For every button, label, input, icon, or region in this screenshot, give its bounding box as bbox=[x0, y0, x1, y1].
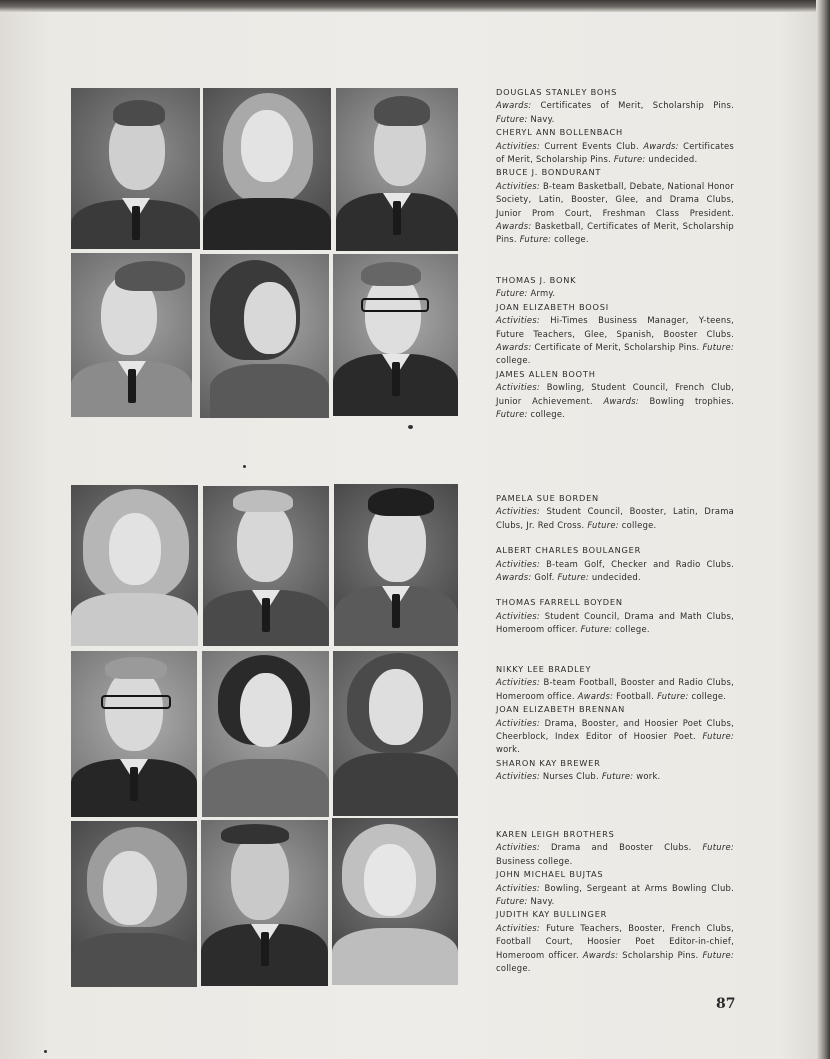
page-top-edge bbox=[0, 0, 830, 12]
details-label: Future: bbox=[613, 154, 646, 165]
student-details bbox=[496, 922, 734, 976]
student-name: THOMAS J. BONK bbox=[496, 275, 577, 285]
details-text: college. bbox=[615, 624, 650, 635]
portrait-photo-brennan bbox=[202, 651, 329, 817]
details-text: Army. bbox=[530, 288, 556, 299]
details-text: work. bbox=[636, 771, 661, 782]
details-text: Certificates of Merit, Scholarship Pins. bbox=[496, 140, 734, 165]
bio-column-block-2b bbox=[496, 663, 734, 784]
details-text: Certificate of Merit, Scholarship Pins. bbox=[534, 342, 700, 353]
details-text: college. bbox=[496, 355, 531, 366]
portrait-photo-bradley bbox=[71, 651, 197, 817]
details-label: Activities: bbox=[496, 677, 540, 688]
student-details bbox=[496, 381, 734, 421]
student-name: JOAN ELIZABETH BOOSI bbox=[496, 301, 609, 312]
details-text: Future Teachers, Booster, French Clubs, Football Court, Hoosier Poet Editor-in-chief, Homeroom officer. bbox=[496, 922, 735, 960]
student-details bbox=[496, 882, 734, 909]
student-name: JOHN MICHAEL BUJTAS bbox=[496, 869, 604, 880]
bio-entry bbox=[496, 868, 734, 908]
portrait-photo-booth bbox=[333, 254, 458, 416]
bio-column-block-2c bbox=[496, 828, 734, 975]
details-text: work. bbox=[496, 744, 521, 755]
details-text: Drama and Booster Clubs. bbox=[550, 842, 692, 853]
student-details bbox=[496, 99, 734, 126]
details-label: Awards: bbox=[496, 572, 532, 583]
student-details bbox=[496, 610, 734, 637]
student-name: JUDITH KAY BULLINGER bbox=[496, 909, 608, 920]
details-label: Activities: bbox=[496, 558, 540, 569]
details-label: Future: bbox=[496, 113, 528, 124]
details-label: Activities: bbox=[496, 382, 540, 393]
details-text: college. bbox=[554, 234, 589, 245]
details-label: Awards: bbox=[496, 342, 532, 353]
details-label: Future: bbox=[496, 896, 528, 907]
bio-entry bbox=[496, 492, 734, 532]
details-text: Scholarship Pins. bbox=[622, 949, 699, 960]
student-name: JOAN ELIZABETH BRENNAN bbox=[496, 704, 626, 715]
details-text: Basketball, Certificates of Merit, Scholarship Pins. bbox=[496, 221, 734, 245]
details-label: Future: bbox=[580, 624, 613, 635]
student-name: THOMAS FARRELL BOYDEN bbox=[496, 597, 623, 608]
bio-column-block-1b bbox=[496, 274, 734, 421]
details-text: B-team Football, Booster and Radio Clubs, Homeroom office. bbox=[496, 677, 734, 701]
bio-entry bbox=[496, 301, 734, 368]
details-label: Future: bbox=[657, 690, 689, 701]
student-details bbox=[496, 505, 734, 532]
student-details bbox=[496, 558, 734, 585]
student-details bbox=[496, 140, 734, 167]
details-text: B-team Basketball, Debate, National Honor Society, Latin, Booster, Glee, and Drama Clubs, Junior Prom Court, Freshman Class President. bbox=[496, 180, 734, 218]
portrait-photo-bonk bbox=[71, 253, 192, 417]
bio-entry bbox=[496, 703, 734, 757]
details-label: Future: bbox=[587, 519, 619, 530]
details-text: Certificates of Merit, Scholarship Pins. bbox=[540, 100, 734, 111]
details-label: Awards: bbox=[582, 949, 619, 960]
details-text: Nurses Club. bbox=[542, 771, 599, 782]
details-label: Activities: bbox=[496, 842, 540, 853]
portrait-photo-boyden bbox=[334, 484, 458, 646]
details-label: Activities: bbox=[496, 882, 540, 893]
student-details bbox=[496, 287, 734, 300]
student-name: JAMES ALLEN BOOTH bbox=[496, 368, 596, 379]
details-text: Navy. bbox=[530, 113, 555, 124]
bio-entry bbox=[496, 368, 734, 422]
bio-entry bbox=[496, 86, 734, 126]
details-label: Activities: bbox=[496, 717, 540, 728]
print-speck bbox=[408, 425, 413, 429]
bio-entry bbox=[496, 166, 734, 246]
details-label: Activities: bbox=[496, 180, 540, 191]
student-name: ALBERT CHARLES BOULANGER bbox=[496, 545, 642, 556]
bio-entry bbox=[496, 757, 734, 784]
details-text: B-team Golf, Checker and Radio Clubs. bbox=[546, 558, 734, 569]
details-label: Future: bbox=[496, 288, 528, 299]
print-speck bbox=[44, 1050, 47, 1053]
print-speck bbox=[243, 465, 246, 468]
details-text: undecided. bbox=[648, 154, 698, 165]
details-label: Awards: bbox=[577, 690, 614, 701]
details-label: Awards: bbox=[643, 140, 679, 151]
student-details bbox=[496, 717, 734, 757]
student-details bbox=[496, 841, 734, 868]
bio-entry bbox=[496, 544, 734, 584]
details-text: Drama, Booster, and Hoosier Poet Clubs, Cheerblock, Index Editor of Hoosier Poet. bbox=[496, 717, 734, 742]
details-label: Activities: bbox=[496, 771, 540, 782]
details-text: Current Events Club. bbox=[544, 140, 639, 151]
details-label: Activities: bbox=[496, 610, 540, 621]
student-details bbox=[496, 676, 734, 703]
student-name: DOUGLAS STANLEY BOHS bbox=[496, 87, 618, 97]
details-label: Future: bbox=[702, 842, 734, 853]
details-label: Activities: bbox=[496, 922, 540, 933]
details-label: Activities: bbox=[496, 315, 540, 326]
details-text: college. bbox=[691, 690, 727, 701]
details-label: Awards: bbox=[496, 221, 532, 232]
portrait-photo-bullinger bbox=[332, 818, 458, 985]
details-label: Activities: bbox=[496, 506, 540, 517]
details-text: college. bbox=[530, 409, 566, 420]
details-text: Football. bbox=[616, 690, 655, 701]
student-name: BRUCE J. BONDURANT bbox=[496, 167, 602, 178]
student-details bbox=[496, 314, 734, 368]
details-text: undecided. bbox=[591, 572, 641, 583]
details-text: Business college. bbox=[496, 855, 573, 866]
page-binding-edge bbox=[816, 0, 830, 1059]
bio-entry bbox=[496, 908, 734, 975]
portrait-photo-bondurant bbox=[336, 88, 458, 251]
bio-entry bbox=[496, 126, 734, 166]
details-label: Future: bbox=[702, 342, 734, 353]
student-name: NIKKY LEE BRADLEY bbox=[496, 664, 592, 674]
details-text: Bowling, Sergeant at Arms Bowling Club. bbox=[544, 882, 734, 893]
portrait-photo-brewer bbox=[333, 651, 458, 816]
details-label: Future: bbox=[702, 731, 734, 742]
page-number: 87 bbox=[716, 996, 736, 1012]
details-text: Golf. bbox=[534, 572, 555, 583]
details-text: Hi-Times Business Manager, Y-teens, Future Teachers, Glee, Spanish, Booster Clubs. bbox=[496, 315, 734, 339]
details-text: Student Council, Drama and Math Clubs, Homeroom officer. bbox=[496, 610, 734, 635]
details-label: Future: bbox=[557, 572, 589, 583]
portrait-photo-bollenbach bbox=[203, 88, 331, 250]
details-label: Future: bbox=[519, 234, 552, 245]
student-details bbox=[496, 770, 734, 783]
details-text: Student Council, Booster, Latin, Drama Clubs, Jr. Red Cross. bbox=[496, 506, 734, 530]
details-label: Awards: bbox=[496, 100, 532, 111]
student-details bbox=[496, 180, 734, 247]
portrait-photo-bujtas bbox=[201, 820, 328, 986]
portrait-photo-bohs bbox=[71, 88, 200, 249]
details-text: Bowling trophies. bbox=[649, 395, 734, 406]
portrait-photo-brothers bbox=[71, 821, 197, 987]
details-text: Bowling, Student Council, French Club, Junior Achievement. bbox=[496, 382, 734, 406]
bio-column-block-2 bbox=[496, 492, 734, 637]
details-text: college. bbox=[621, 519, 657, 530]
bio-entry bbox=[496, 596, 734, 636]
details-label: Future: bbox=[496, 409, 528, 420]
portrait-photo-boulanger bbox=[203, 486, 329, 646]
details-label: Future: bbox=[702, 949, 734, 960]
portrait-photo-borden bbox=[71, 485, 198, 646]
portrait-photo-boosi bbox=[200, 254, 329, 418]
details-text: Navy. bbox=[530, 896, 555, 907]
bio-column-block-1 bbox=[496, 86, 734, 247]
bio-entry bbox=[496, 663, 734, 703]
details-text: college. bbox=[496, 963, 531, 974]
student-name: KAREN LEIGH BROTHERS bbox=[496, 829, 615, 839]
bio-entry bbox=[496, 274, 734, 301]
details-label: Activities: bbox=[496, 140, 540, 151]
student-name: SHARON KAY BREWER bbox=[496, 757, 601, 768]
student-name: PAMELA SUE BORDEN bbox=[496, 493, 599, 503]
student-name: CHERYL ANN BOLLENBACH bbox=[496, 127, 623, 138]
details-label: Future: bbox=[601, 771, 634, 782]
details-label: Awards: bbox=[603, 395, 639, 406]
bio-entry bbox=[496, 828, 734, 868]
